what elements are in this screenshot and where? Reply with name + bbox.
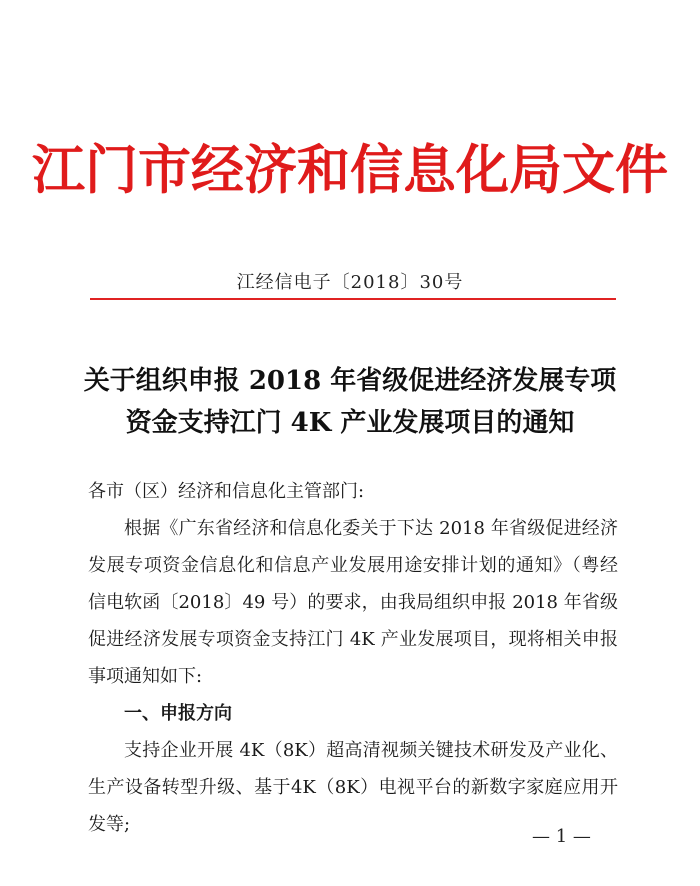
section-heading-1: 一、申报方向 [124, 703, 232, 724]
document-number: 江经信电子〔2018〕30号 [236, 272, 464, 293]
body-paragraph-1: 根据《广东省经济和信息化委关于下达 2018 年省级促进经济发展专项资金信息化和信息产业发展用途安排计划的通知》（粤经信电软函〔2018〕49 号）的要求，由我局组织申报 2018 年省级促进经济发展专项资金支持江门 4K 产业发展项目，现将相关申报事项通知如下: [88, 518, 618, 687]
notice-title [0, 360, 700, 444]
notice-title-line-2: 资金支持江门 4K 产业发展项目的通知 [125, 408, 575, 438]
notice-body [88, 473, 618, 843]
issuer-header-title: 江门市经济和信息化局文件 [32, 139, 668, 201]
notice-title-line-1: 关于组织申报 2018 年省级促进经济发展专项 [83, 366, 617, 396]
page-number: — 1 — [532, 826, 591, 847]
salutation: 各市（区）经济和信息化主管部门: [88, 481, 365, 502]
body-paragraph-2: 支持企业开展 4K（8K）超高清视频关键技术研发及产业化、生产设备转型升级、基于4K（8K）电视平台的新数字家庭应用开发等; [88, 740, 618, 835]
red-divider-rule [90, 298, 616, 300]
